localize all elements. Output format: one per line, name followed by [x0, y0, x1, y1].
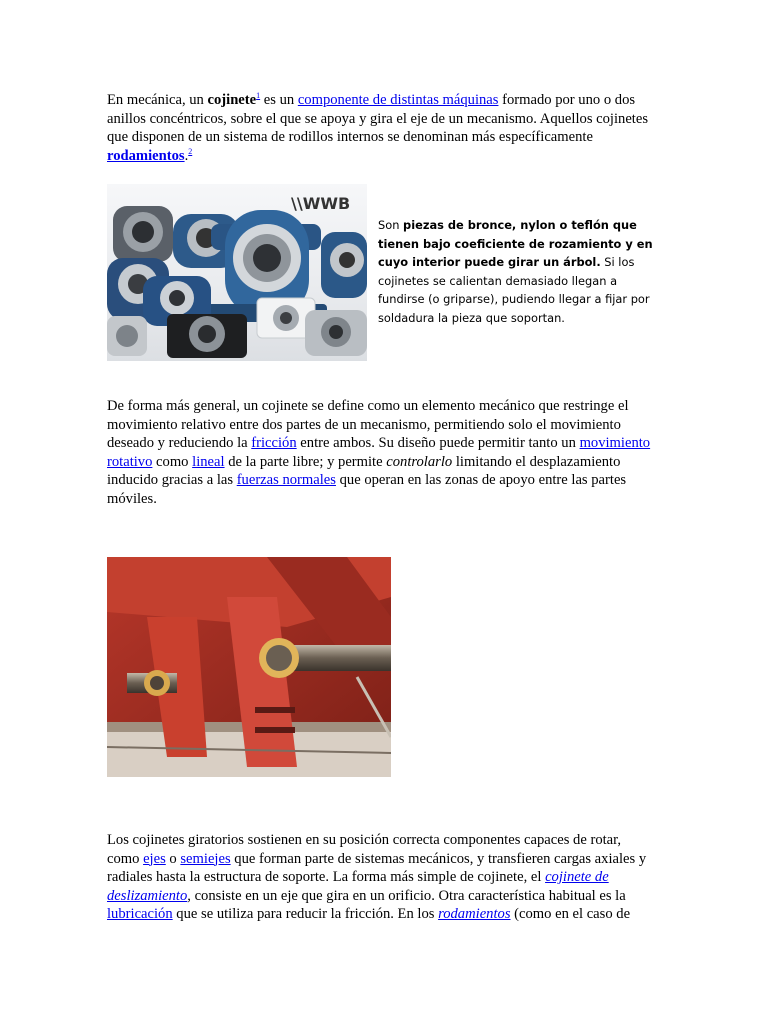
- link-movimiento-rotativo[interactable]: movimiento rotativo: [107, 435, 651, 470]
- footnote-link-2[interactable]: 2: [188, 146, 193, 156]
- text-run: como: [152, 453, 193, 470]
- text-run: de la parte libre; y permite: [224, 453, 387, 470]
- footnote-link-1[interactable]: 1: [256, 91, 261, 100]
- bearings-photo: [107, 184, 367, 361]
- intro-paragraph: [107, 91, 655, 165]
- link-semiejes[interactable]: semiejes: [180, 850, 231, 867]
- text-run: , consiste en un eje que gira en un orificio. Otra característica habitual es la: [187, 887, 626, 904]
- link-rodamientos[interactable]: rodamientos: [107, 147, 185, 164]
- term-cojinete: cojinete: [207, 92, 257, 108]
- link-rodamientos-italic[interactable]: rodamientos: [438, 906, 511, 922]
- text-run: que forman parte de sistemas mecánicos, y transfieren cargas axiales y radiales hasta la estructura de soporte. La forma más simple de cojinete, el: [107, 850, 647, 885]
- wwb-logo: \\WWB: [291, 194, 351, 213]
- text-run: En mecánica, un: [107, 92, 208, 108]
- text-run: (como en el caso de: [510, 906, 631, 922]
- rotary-bearings-paragraph: [107, 831, 655, 924]
- link-cojinete-deslizamiento[interactable]: cojinete de deslizamiento: [107, 869, 609, 904]
- ship-shaft-bearing-photo: [107, 557, 391, 777]
- link-lineal[interactable]: lineal: [192, 453, 225, 470]
- text-run: Los cojinetes giratorios sostienen en su posición correcta componentes capaces de rotar, como: [107, 832, 622, 867]
- link-fuerzas-normales[interactable]: fuerzas normales: [236, 472, 336, 488]
- text-run: que se utiliza para reducir la fricción. En los: [172, 906, 439, 922]
- text-run: o: [165, 850, 181, 867]
- text-run: limitando el desplazamiento inducido gracias a las: [107, 453, 621, 488]
- link-componente-maquinas[interactable]: componente de distintas máquinas: [297, 92, 499, 108]
- text-run: entre ambos. Su diseño puede permitir tanto un: [296, 435, 580, 451]
- text-run: formado por uno o dos anillos concéntricos, sobre el que se apoya y gira el eje de un mecanismo. Aquellos cojinetes que disponen de un sistema de rodillos internos se denominan más específicamente: [107, 92, 649, 145]
- image-caption: [378, 216, 663, 328]
- text-run: es un: [260, 92, 298, 108]
- link-friccion[interactable]: fricción: [251, 435, 297, 451]
- text-run: .: [184, 147, 189, 164]
- text-run: que operan en las zonas de apoyo entre las partes móviles.: [107, 472, 627, 507]
- link-ejes[interactable]: ejes: [143, 850, 166, 867]
- definition-paragraph: [107, 397, 655, 508]
- italic-controlarlo: controlarlo: [386, 453, 453, 470]
- text-run: Son: [378, 218, 404, 232]
- text-run: De forma más general, un cojinete se define como un elemento mecánico que restringe el movimiento relativo entre dos partes de un mecanismo, permitiendo solo el movimiento deseado y reduciendo la: [107, 398, 629, 451]
- caption-highlight: piezas de bronce, nylon o teflón que tienen bajo coeficiente de rozamiento y en cuyo interior puede girar un árbol.: [378, 218, 653, 270]
- link-lubricacion[interactable]: lubricación: [107, 906, 173, 922]
- text-run: Si los cojinetes se calientan demasiado llegan a fundirse (o griparse), pudiendo llegar a fijar por soldadura la pieza que soportan.: [378, 255, 650, 325]
